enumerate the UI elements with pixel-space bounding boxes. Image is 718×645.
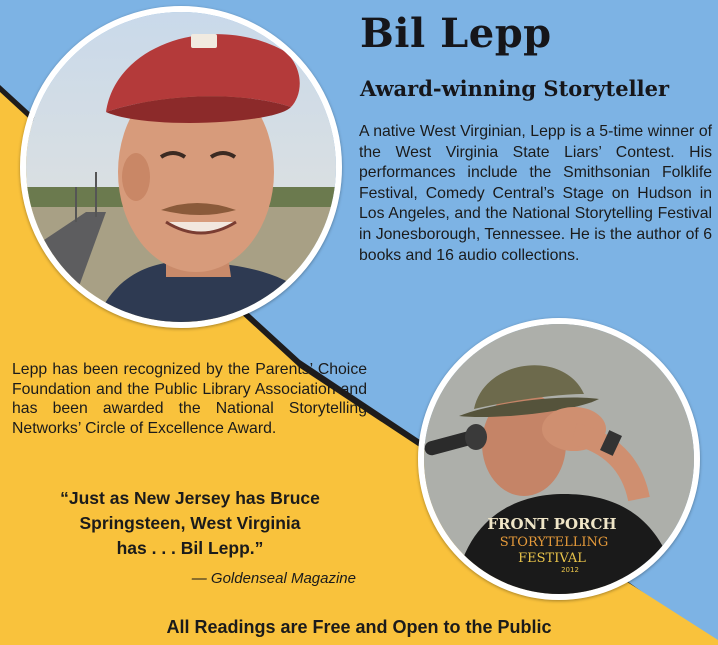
bio-paragraph-1: A native West Virginian, Lepp is a 5-time winner of the West Virginia State Liars’ Contest. His performances include the Smithsonian Folklife Festival, Comedy Central’s Stage on Hudson in Los Angeles, and the National Storytelling Festival in Jonesborough, Tennessee. He is the author of 6 books and 16 audio collections. bbox=[359, 123, 712, 264]
footer-notice: All Readings are Free and Open to the Public bbox=[166, 617, 552, 637]
quote-attribution: — Goldenseal Magazine bbox=[191, 570, 356, 587]
bio-paragraph-2: Lepp has been recognized by the Parents’ Choice Foundation and the Public Library Association and has been awarded the National Storytelling Networks’ Circle of Excellence Award. bbox=[12, 361, 367, 437]
shirt-text-line2: STORYTELLING bbox=[499, 535, 609, 550]
portrait-photo-smiling bbox=[20, 6, 342, 328]
shirt-text-line3: FESTIVAL bbox=[518, 551, 586, 566]
page-title: Bil Lepp bbox=[360, 10, 552, 57]
page-subtitle: Award-winning Storyteller bbox=[360, 76, 670, 101]
press-quote bbox=[20, 486, 360, 561]
quote-line-1: “Just as New Jersey has Bruce bbox=[60, 488, 320, 508]
shirt-text-year: 2012 bbox=[561, 566, 579, 574]
quote-line-2: Springsteen, West Virginia bbox=[79, 513, 301, 533]
quote-line-3: has . . . Bil Lepp.” bbox=[116, 538, 264, 558]
shirt-text-line1: FRONT PORCH bbox=[487, 515, 617, 533]
portrait-photo-microphone bbox=[418, 318, 700, 600]
